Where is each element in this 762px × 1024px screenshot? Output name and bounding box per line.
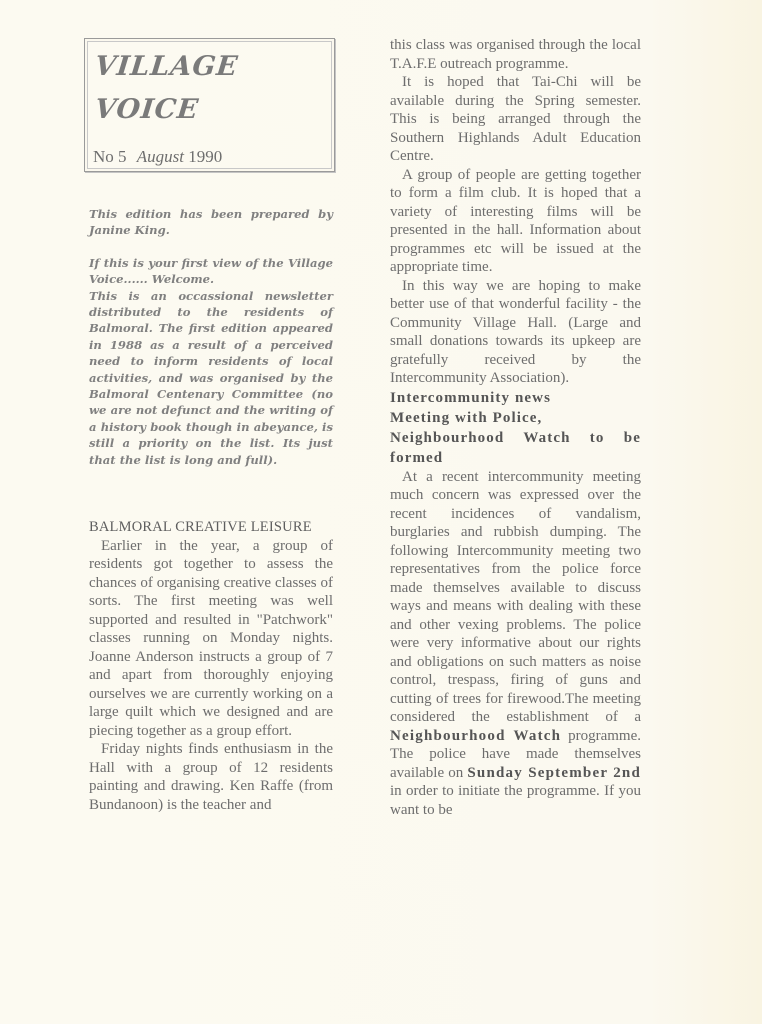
subheading-neighbourhood-watch: Neighbourhood Watch to be formed: [390, 429, 641, 466]
issue-number: No 5: [93, 147, 127, 166]
neighbourhood-watch-emphasis: Neighbourhood Watch: [390, 727, 562, 744]
police-text-1: At a recent intercommunity meeting much concern was expressed over the recent incidences of vandalism, burglaries and rubbish dumping. The following Intercommunity meeting two representatives from the police force made themselves available to discuss ways and means with dealing with these and other vexing problems. The police were very informative about our rights and obligations on such matters as noise control, trespass, firing of guns and cutting of trees for firewood.The meeting considered the establishment of a: [390, 468, 641, 725]
article-paragraph: Earlier in the year, a group of residents got together to assess the chances of organising creative classes of sorts. The first meeting was well supported and resulted in "Patchwork" classes running on Monday nights. Joanne Anderson instructs a group of 7 and apart from thoroughly enjoying ourselves we are currently working on a large quilt which we designed and are piecing together as a group effort.: [89, 537, 333, 739]
section-heading-creative-leisure: BALMORAL CREATIVE LEISURE: [89, 519, 312, 535]
article-paragraph: It is hoped that Tai-Chi will be available during the Spring semester. This is being arranged through the Southern Highlands Adult Education Centre.: [390, 74, 641, 164]
prepared-by-note: This edition has been prepared by Janine King.: [89, 207, 333, 238]
police-text-2: programme. The police have made themselves available on: [390, 727, 641, 781]
masthead-box: [84, 38, 335, 172]
welcome-note: If this is your first view of the Village Voice...... Welcome.: [89, 255, 333, 287]
right-column: [390, 36, 641, 819]
left-column: [89, 518, 333, 814]
article-paragraph: A group of people are getting together to form a film club. It is hoped that a variety of interesting films will be presented in the hall. Information about programmes etc will be issued at the appropriate time.: [390, 166, 641, 275]
police-text-3: in order to initiate the programme. If you want to be: [390, 783, 641, 818]
meeting-date-emphasis: Sunday September 2nd: [467, 764, 642, 781]
masthead-title-line1: VILLAGE: [93, 51, 240, 82]
intro-section: [89, 206, 333, 468]
issue-month: August: [136, 147, 185, 166]
police-paragraph: [390, 468, 641, 820]
continued-paragraph: this class was organised through the local T.A.F.E outreach programme.: [390, 37, 641, 72]
newsletter-description: This is an occassional newsletter distributed to the residents of Balmoral. The first edition appeared in 1988 as a result of a perceived need to inform residents of local activities, and was organised by the Balmoral Centenary Committee (no we are not defunct and the writing of a history book though in abeyance, is still a priority on the list. Its just that the list is long and full).: [89, 288, 333, 467]
article-paragraph: In this way we are hoping to make better use of that wonderful facility - the Community Village Hall. (Large and small donations towards its upkeep are gratefully received by the Intercommunity Association).: [390, 277, 641, 386]
issue-info: [93, 147, 222, 167]
masthead-title-line2: VOICE: [93, 94, 201, 125]
section-heading-intercommunity: Intercommunity news: [390, 389, 552, 406]
subheading-police-meeting: Meeting with Police,: [390, 409, 543, 426]
issue-year: 1990: [188, 147, 223, 166]
article-paragraph: Friday nights finds enthusiasm in the Hall with a group of 12 residents painting and drawing. Ken Raffe (from Bundanoon) is the teacher and: [89, 741, 333, 813]
